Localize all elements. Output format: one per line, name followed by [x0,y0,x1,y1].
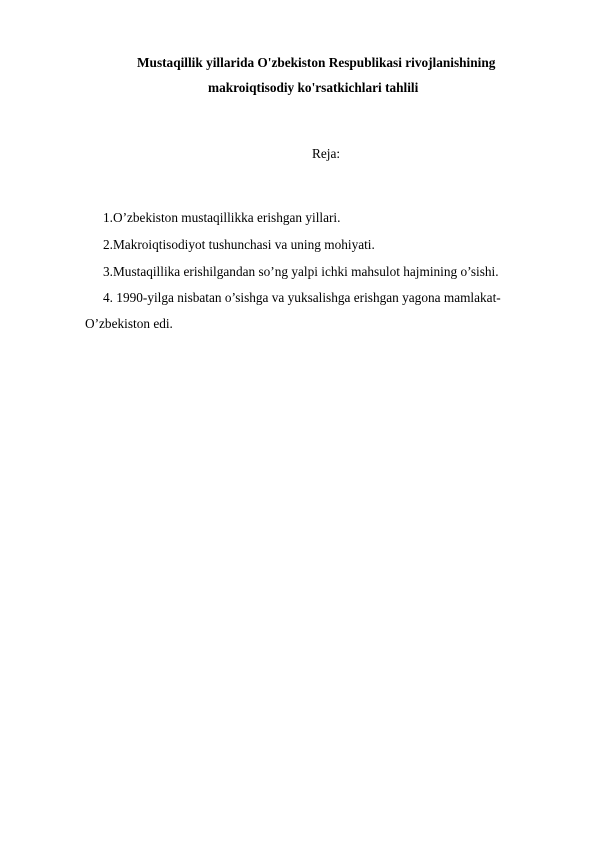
document-title-line-2: makroiqtisodiy ko'rsatkichlari tahlili [208,80,419,95]
plan-item-3: 3.Mustaqillika erishilgandan so’ng yalpi ichki mahsulot hajmining o’sishi. [103,264,499,279]
plan-item-2: 2.Makroiqtisodiyot tushunchasi va uning mohiyati. [103,237,375,252]
plan-item-1: 1.O’zbekiston mustaqillikka erishgan yillari. [103,210,341,225]
document-title-line-1: Mustaqillik yillarida O'zbekiston Respublikasi rivojlanishining [137,55,496,70]
plan-heading: Reja: [312,146,341,161]
plan-item-4-line-2: O’zbekiston edi. [85,316,173,331]
plan-item-4-line-1: 4. 1990-yilga nisbatan o’sishga va yuksalishga erishgan yagona mamlakat- [103,290,501,305]
